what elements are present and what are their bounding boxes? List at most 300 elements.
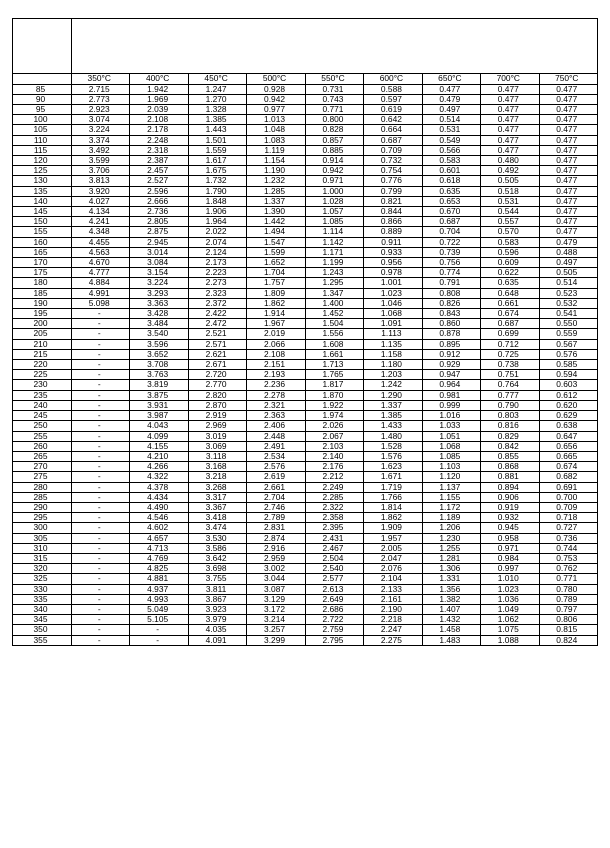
value-cell: 2.236 [247, 380, 305, 390]
value-cell: 3.214 [247, 615, 305, 625]
value-cell: 2.736 [130, 207, 188, 217]
value-cell: 0.653 [422, 196, 480, 206]
value-cell: 1.281 [422, 553, 480, 563]
value-cell: 0.477 [539, 176, 598, 186]
value-cell: 2.273 [188, 278, 246, 288]
value-cell: 1.848 [188, 196, 246, 206]
value-cell: 2.613 [305, 584, 363, 594]
value-cell: 0.541 [539, 309, 598, 319]
value-cell: 2.870 [188, 400, 246, 410]
value-cell: 0.532 [539, 298, 598, 308]
value-cell: 0.477 [481, 105, 539, 115]
pressure-cell: 340 [13, 604, 72, 614]
pressure-cell: 310 [13, 543, 72, 553]
value-cell: 1.757 [247, 278, 305, 288]
table-row [13, 227, 598, 237]
value-cell: 2.372 [188, 298, 246, 308]
value-cell: 4.134 [72, 207, 130, 217]
value-cell: 0.635 [422, 186, 480, 196]
value-cell: - [72, 553, 130, 563]
value-cell: 2.395 [305, 523, 363, 533]
table-row [13, 196, 598, 206]
value-cell: 0.549 [422, 135, 480, 145]
value-cell: 1.671 [364, 472, 422, 482]
value-cell: 3.652 [130, 349, 188, 359]
value-cell: 1.270 [188, 94, 246, 104]
pressure-cell: 120 [13, 156, 72, 166]
value-cell: 0.576 [539, 349, 598, 359]
table-row [13, 574, 598, 584]
value-cell: 0.601 [422, 166, 480, 176]
pressure-cell: 150 [13, 217, 72, 227]
value-cell: 1.190 [247, 166, 305, 176]
value-cell: 0.622 [481, 268, 539, 278]
value-cell: 0.789 [539, 594, 598, 604]
temperature-header-cell: 750°C [539, 74, 598, 85]
value-cell: 2.666 [130, 196, 188, 206]
value-cell: 1.617 [188, 156, 246, 166]
pressure-cell: 95 [13, 105, 72, 115]
value-cell: 0.647 [539, 431, 598, 441]
value-cell: 0.777 [481, 390, 539, 400]
value-cell: 1.172 [422, 502, 480, 512]
value-cell: 0.583 [422, 156, 480, 166]
value-cell: 0.691 [539, 482, 598, 492]
value-cell: 1.199 [305, 258, 363, 268]
value-cell: 1.290 [364, 390, 422, 400]
pressure-cell: 195 [13, 309, 72, 319]
value-cell: 3.540 [130, 329, 188, 339]
temperature-header-cell: 700°C [481, 74, 539, 85]
value-cell: 0.709 [539, 502, 598, 512]
value-cell: 1.328 [188, 105, 246, 115]
value-cell: 0.497 [422, 105, 480, 115]
value-cell: 1.137 [422, 482, 480, 492]
pressure-cell: 345 [13, 615, 72, 625]
value-cell: 0.477 [539, 84, 598, 94]
value-cell: 4.322 [130, 472, 188, 482]
value-cell: 1.559 [188, 145, 246, 155]
value-cell: 3.596 [130, 339, 188, 349]
value-cell: 0.661 [481, 298, 539, 308]
pressure-cell: 160 [13, 237, 72, 247]
value-cell: 1.255 [422, 543, 480, 553]
pressure-cell: 335 [13, 594, 72, 604]
value-cell: 3.867 [188, 594, 246, 604]
value-cell: 0.815 [539, 625, 598, 635]
value-cell: 1.766 [364, 492, 422, 502]
value-cell: 0.477 [539, 135, 598, 145]
value-cell: 3.268 [188, 482, 246, 492]
pressure-cell: 280 [13, 482, 72, 492]
value-cell: 1.062 [481, 615, 539, 625]
temperature-header-cell: 400°C [130, 74, 188, 85]
value-cell: - [72, 339, 130, 349]
value-cell: 2.358 [305, 513, 363, 523]
value-cell: 2.176 [305, 462, 363, 472]
value-cell: 0.736 [539, 533, 598, 543]
value-cell: 1.243 [305, 268, 363, 278]
value-cell: 0.477 [539, 227, 598, 237]
value-cell: 1.337 [247, 196, 305, 206]
value-cell: 3.317 [188, 492, 246, 502]
value-cell: 0.585 [539, 360, 598, 370]
table-row [13, 176, 598, 186]
temperature-header-cell: 450°C [188, 74, 246, 85]
value-cell: 0.997 [481, 564, 539, 574]
value-cell: 3.118 [188, 451, 246, 461]
value-cell: 1.230 [422, 533, 480, 543]
value-cell: 2.875 [130, 227, 188, 237]
pressure-cell: 265 [13, 451, 72, 461]
value-cell: 1.385 [364, 411, 422, 421]
value-cell: - [72, 604, 130, 614]
value-cell: 2.278 [247, 390, 305, 400]
value-cell: 0.771 [305, 105, 363, 115]
value-cell: 2.661 [247, 482, 305, 492]
pressure-cell: 105 [13, 125, 72, 135]
value-cell: 0.583 [481, 237, 539, 247]
pressure-cell: 170 [13, 258, 72, 268]
table-row [13, 349, 598, 359]
value-cell: 5.105 [130, 615, 188, 625]
value-cell: 2.124 [188, 247, 246, 257]
value-cell: 3.074 [72, 115, 130, 125]
value-cell: 3.599 [72, 156, 130, 166]
value-cell: - [72, 615, 130, 625]
value-cell: 0.664 [364, 125, 422, 135]
table-row [13, 615, 598, 625]
value-cell: - [72, 421, 130, 431]
value-cell: 1.652 [247, 258, 305, 268]
value-cell: 1.765 [305, 370, 363, 380]
table-row [13, 625, 598, 635]
value-cell: 1.599 [247, 247, 305, 257]
value-cell: 1.247 [188, 84, 246, 94]
value-cell: 2.248 [130, 135, 188, 145]
value-cell: 2.275 [364, 635, 422, 645]
value-cell: 1.356 [422, 584, 480, 594]
value-cell: 3.363 [130, 298, 188, 308]
table-row [13, 411, 598, 421]
value-cell: 3.474 [188, 523, 246, 533]
value-cell: 1.295 [305, 278, 363, 288]
value-cell: - [72, 533, 130, 543]
table-row [13, 472, 598, 482]
value-cell: 2.596 [130, 186, 188, 196]
value-cell: 0.754 [364, 166, 422, 176]
value-cell: - [72, 543, 130, 553]
value-cell: 1.675 [188, 166, 246, 176]
value-cell: 3.069 [188, 441, 246, 451]
pressure-cell: 240 [13, 400, 72, 410]
value-cell: 3.875 [130, 390, 188, 400]
pressure-cell: 205 [13, 329, 72, 339]
value-cell: 3.257 [247, 625, 305, 635]
table-row [13, 523, 598, 533]
value-cell: 2.704 [247, 492, 305, 502]
value-cell: 0.942 [247, 94, 305, 104]
value-cell: 0.497 [539, 258, 598, 268]
value-cell: 0.477 [539, 105, 598, 115]
table-row [13, 431, 598, 441]
value-cell: 1.285 [247, 186, 305, 196]
value-cell: 0.687 [364, 135, 422, 145]
value-cell: 3.044 [247, 574, 305, 584]
table-row [13, 502, 598, 512]
value-cell: 3.224 [72, 125, 130, 135]
value-cell: 2.161 [364, 594, 422, 604]
value-cell: 0.842 [481, 441, 539, 451]
table-row [13, 207, 598, 217]
pressure-cell: 300 [13, 523, 72, 533]
value-cell: 4.884 [72, 278, 130, 288]
value-cell: 3.755 [188, 574, 246, 584]
value-cell: 1.862 [247, 298, 305, 308]
value-cell: 1.974 [305, 411, 363, 421]
value-cell: 1.057 [305, 207, 363, 217]
value-cell: 4.937 [130, 584, 188, 594]
value-cell: - [72, 400, 130, 410]
value-cell: 2.874 [247, 533, 305, 543]
value-cell: 3.530 [188, 533, 246, 543]
value-cell: - [130, 635, 188, 645]
table-row [13, 451, 598, 461]
value-cell: 0.557 [481, 217, 539, 227]
table-row [13, 533, 598, 543]
value-cell: 0.709 [364, 145, 422, 155]
value-cell: 0.518 [481, 186, 539, 196]
value-cell: - [72, 594, 130, 604]
value-cell: 1.814 [364, 502, 422, 512]
value-cell: 1.906 [188, 207, 246, 217]
table-row [13, 604, 598, 614]
value-cell: 1.347 [305, 288, 363, 298]
value-cell: 0.860 [422, 319, 480, 329]
value-cell: 1.091 [364, 319, 422, 329]
value-cell: 2.321 [247, 400, 305, 410]
value-cell: 2.218 [364, 615, 422, 625]
table-row [13, 635, 598, 645]
value-cell: 0.978 [364, 268, 422, 278]
value-cell: 0.914 [305, 156, 363, 166]
pressure-cell: 230 [13, 380, 72, 390]
value-cell: 0.958 [481, 533, 539, 543]
value-cell: 1.922 [305, 400, 363, 410]
value-cell: 0.932 [481, 513, 539, 523]
value-cell: 3.014 [130, 247, 188, 257]
value-cell: 0.477 [539, 94, 598, 104]
temperature-header-row [13, 74, 598, 85]
value-cell: 0.477 [539, 217, 598, 227]
value-cell: - [72, 431, 130, 441]
table-row [13, 156, 598, 166]
value-cell: 0.824 [539, 635, 598, 645]
value-cell: 1.870 [305, 390, 363, 400]
pressure-cell: 220 [13, 360, 72, 370]
value-cell: 0.570 [481, 227, 539, 237]
value-cell: 0.776 [364, 176, 422, 186]
pressure-cell: 355 [13, 635, 72, 645]
table-row [13, 553, 598, 563]
table-row [13, 492, 598, 502]
pressure-cell: 225 [13, 370, 72, 380]
value-cell: 0.477 [539, 145, 598, 155]
pressure-cell: 305 [13, 533, 72, 543]
value-cell: 1.494 [247, 227, 305, 237]
value-cell: 0.620 [539, 400, 598, 410]
value-cell: 0.821 [364, 196, 422, 206]
value-cell: 0.806 [539, 615, 598, 625]
table-row [13, 329, 598, 339]
value-cell: 0.881 [481, 472, 539, 482]
table-row [13, 247, 598, 257]
pressure-cell: 165 [13, 247, 72, 257]
value-cell: 4.027 [72, 196, 130, 206]
value-cell: 0.751 [481, 370, 539, 380]
value-cell: - [72, 380, 130, 390]
value-cell: 4.657 [130, 533, 188, 543]
pressure-cell: 210 [13, 339, 72, 349]
pressure-cell: 260 [13, 441, 72, 451]
value-cell: 1.189 [422, 513, 480, 523]
value-cell: 0.756 [422, 258, 480, 268]
value-cell: 0.550 [539, 319, 598, 329]
table-row [13, 380, 598, 390]
value-cell: 2.247 [364, 625, 422, 635]
value-cell: 0.488 [539, 247, 598, 257]
value-cell: 1.385 [188, 115, 246, 125]
value-cell: 2.074 [188, 237, 246, 247]
value-cell: 1.083 [247, 135, 305, 145]
table-row [13, 400, 598, 410]
value-cell: 0.477 [481, 84, 539, 94]
value-cell: 2.619 [247, 472, 305, 482]
value-cell: 4.155 [130, 441, 188, 451]
value-cell: 0.612 [539, 390, 598, 400]
value-cell: - [72, 635, 130, 645]
value-cell: 0.947 [422, 370, 480, 380]
value-cell: 2.026 [305, 421, 363, 431]
value-cell: 1.242 [364, 380, 422, 390]
value-cell: 2.831 [247, 523, 305, 533]
value-cell: 2.140 [305, 451, 363, 461]
value-cell: 3.819 [130, 380, 188, 390]
value-cell: 0.878 [422, 329, 480, 339]
value-cell: 0.739 [422, 247, 480, 257]
value-cell: 0.945 [481, 523, 539, 533]
value-cell: 3.931 [130, 400, 188, 410]
value-cell: - [130, 625, 188, 635]
value-cell: 1.483 [422, 635, 480, 645]
value-cell: 3.087 [247, 584, 305, 594]
value-cell: 2.133 [364, 584, 422, 594]
value-cell: 4.348 [72, 227, 130, 237]
value-cell: 2.715 [72, 84, 130, 94]
value-cell: 3.642 [188, 553, 246, 563]
value-cell: 0.629 [539, 411, 598, 421]
value-cell: 0.670 [422, 207, 480, 217]
value-cell: 4.563 [72, 247, 130, 257]
value-cell: 1.103 [422, 462, 480, 472]
value-cell: 1.180 [364, 360, 422, 370]
value-cell: 0.674 [539, 462, 598, 472]
value-cell: 2.467 [305, 543, 363, 553]
value-cell: 0.531 [422, 125, 480, 135]
value-cell: 4.455 [72, 237, 130, 247]
value-cell: 1.046 [364, 298, 422, 308]
value-cell: 3.987 [130, 411, 188, 421]
value-cell: 0.477 [481, 115, 539, 125]
value-cell: 3.224 [130, 278, 188, 288]
pressure-cell: 285 [13, 492, 72, 502]
pressure-cell: 350 [13, 625, 72, 635]
value-cell: 1.158 [364, 349, 422, 359]
value-cell: 1.809 [247, 288, 305, 298]
value-cell: 2.019 [247, 329, 305, 339]
value-cell: 0.479 [539, 237, 598, 247]
value-cell: 0.771 [539, 574, 598, 584]
value-cell: - [72, 574, 130, 584]
pressure-cell: 255 [13, 431, 72, 441]
value-cell: 0.791 [422, 278, 480, 288]
table-header-blank-row [13, 19, 598, 74]
pressure-cell: 100 [13, 115, 72, 125]
value-cell: 0.477 [539, 125, 598, 135]
value-cell: 0.808 [422, 288, 480, 298]
value-cell: 4.035 [188, 625, 246, 635]
value-cell: 0.889 [364, 227, 422, 237]
table-row [13, 84, 598, 94]
value-cell: 3.299 [247, 635, 305, 645]
value-cell: 0.774 [422, 268, 480, 278]
value-cell: 0.477 [422, 84, 480, 94]
value-cell: 0.744 [539, 543, 598, 553]
value-cell: 1.914 [247, 309, 305, 319]
pressure-cell: 130 [13, 176, 72, 186]
pressure-cell: 90 [13, 94, 72, 104]
value-cell: 1.400 [305, 298, 363, 308]
value-cell: 1.504 [305, 319, 363, 329]
table-row [13, 594, 598, 604]
value-cell: 2.104 [364, 574, 422, 584]
value-cell: 0.911 [364, 237, 422, 247]
value-cell: 2.108 [247, 349, 305, 359]
value-cell: 2.720 [188, 370, 246, 380]
value-cell: 1.443 [188, 125, 246, 135]
value-cell: - [72, 584, 130, 594]
value-cell: 0.477 [481, 125, 539, 135]
value-cell: 2.527 [130, 176, 188, 186]
value-cell: 1.001 [364, 278, 422, 288]
value-cell: 0.828 [305, 125, 363, 135]
value-cell: 2.318 [130, 145, 188, 155]
value-cell: 2.945 [130, 237, 188, 247]
value-cell: 2.223 [188, 268, 246, 278]
value-cell: 2.323 [188, 288, 246, 298]
value-cell: 2.363 [247, 411, 305, 421]
value-cell: 2.571 [188, 339, 246, 349]
value-cell: 2.422 [188, 309, 246, 319]
value-cell: 0.790 [481, 400, 539, 410]
table-row [13, 564, 598, 574]
value-cell: 1.232 [247, 176, 305, 186]
value-cell: 0.603 [539, 380, 598, 390]
value-cell: 1.661 [305, 349, 363, 359]
value-cell: 0.635 [481, 278, 539, 288]
pressure-cell: 135 [13, 186, 72, 196]
pressure-cell: 290 [13, 502, 72, 512]
